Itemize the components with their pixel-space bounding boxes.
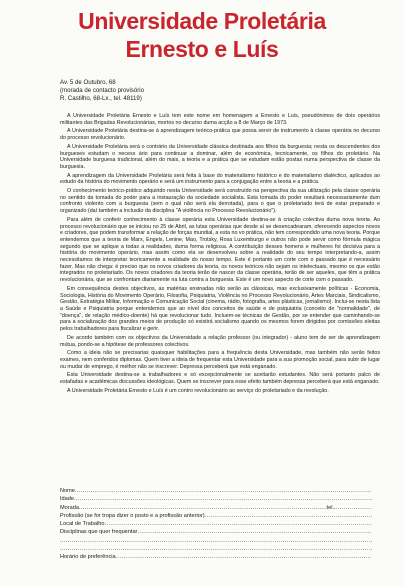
paragraph: A aprendizagem da Universidade Proletária será feita à base do materialismo histórico e do materialismo dialéctico, aplicados ao estudo da história do movimento operário e será um instrumento para a conjugação entre a teoria e a prática. [60,172,380,186]
idade-label: Idade [60,496,74,503]
tel-field[interactable] [334,504,372,512]
title-line-1: Universidade Proletária [78,8,326,34]
paragraph: A Universidade Proletária Ernesto e Luís tem este nome em homenagem a Ernesto e Luís, pseudónimos de dois operários militantes das Brigadas Revolucionárias, mortos no decurso duma acção a 8 de Março de 1973. [60,113,380,126]
registration-form [60,487,372,561]
manifesto-text [60,113,380,396]
nome-label: Nome [60,488,75,494]
paragraph: A Universidade Proletária Ernesto e Luís é um contro revolucionário ao serviço do proletariado e da revolução. [67,387,329,394]
nome-field[interactable] [75,487,372,495]
tel-label: tel. [326,504,334,511]
paragraph: De acordo também com os objectivos da Universidade a relação professor (ou integrador) - aluno tem de ser de aprendizagem mútua, pondo-se a hipótese de professores colectivos. [60,334,380,348]
disciplinas-label: Disciplinas que quer frequentar [60,529,138,536]
horario-field[interactable] [116,553,372,561]
form-row-local[interactable] [60,520,372,528]
form-row-morada[interactable] [60,504,372,512]
profissao-label: Profissão (se for tropa dizer o posto e a profissão anterior) [60,512,205,519]
morada-field[interactable] [79,504,327,512]
address-line-2: (morada de contacto provisório [60,87,145,95]
blank-line[interactable] [60,537,372,545]
contact-address [60,79,144,104]
form-row-idade[interactable] [60,495,372,503]
paragraph: Como a ideia não se precisarias quaisquer habilitações para a frequência desta Universidade, mas também não serão feitos exames, nem conferidos diplomas. Quem tiver a ideia de frequentar esta Universidade para a sua promoção social, para subir de lugar ou mudar de emprego, é melhor não se inscrever. Depressa perceberá que está enganado. [60,350,380,370]
form-row-disciplinas[interactable] [60,528,372,536]
form-row-blank-2[interactable] [60,545,372,553]
paragraph: O conhecimento teórico-prático adquirido nesta Universidade será construído na perspectiva da sua utilização pela classe operária no sentido da tomada do poder para a instauração da sociedade socialista. Esta tomada do poder resultará necessariamente dum confronto violento com a burguesia (sem o qual não será ela derrotada), para o que o proletariado terá de estar preparado e organizado (daí também a inclusão da disciplina "A violência no Processo Revolucionário"). [60,188,380,215]
address-line-3: R. Castilho, 68-Lx., tel. 48119) [60,95,142,103]
local-label: Local de Trabalho [60,521,105,527]
idade-field[interactable] [74,495,372,503]
profissao-field[interactable] [205,512,372,520]
paragraph: A Universidade Proletária destina-se à aprendizagem teórico-prática que possa servir de instrumento à classe operária no decurso do processo revolucionário. [60,128,380,142]
title-line-2: Ernesto e Luís [125,36,279,62]
horario-label: Horário de preferência [60,554,116,560]
address-line-1: Av. 5 de Outubro, 68 [60,79,116,86]
local-field[interactable] [104,520,372,528]
paragraph: Esta Universidade destina-se a trabalhadores e só excepcionalmente se aceitarão estudantes. Não será portanto palco de estafadas e académicas discussões ideológicas. Quem se inscrever para esse efeito também depressa perceberá que está enganado. [60,372,380,386]
paragraph: Para além de conferir conhecimento à classe operária esta Universidade destina-se à criação colectiva duma nova teoria. Ao processo revolucionário que se iniciou no 25 de Abril, as lutas operárias que desde aí se desencadearam, oferecendo aspectos novos e criadores, que podem transformar a relação de forças mundial, a esta no vo prática, não tem correspondido uma nova teoria. Porque entendemos que a teoria de Marx, Engels, Lenine, Mao, Trotsky, Rosa Luxemburgo e outros não pode servir como fórmula mágica segundo que se aplique a todas a realidades, duma forma religiosa. A contribuição desses homens e mulheres foi decisiva para a história do movimento operário, mas assim como ela se desenvolveu sobre a realidade do seu tempo interpretando-a, assim necessitamos de interpretar teoricamente a realidade do nosso tempo. Este é portanto um corte com o passado que é necessário fazer. Mas não chega: é preciso que os novos criadores da teoria, os novos teóricos não sejam os intelectuais, mesmo os que estão integrados no proletariado. Os novos criadores da teoria terão de nascer da classe operária, terão de ser aqueles, que têm a prática revolucionária, que se confrontam diariamente na luta contra a burguesia. Este é um novo aspecto de corte com o passado. [60,216,380,284]
blank-line[interactable] [60,545,372,553]
paragraph: A Universidade Proletária será o contrário da Universidade clássica destinada aos filhos da burguesia; nesta os descendentes dos burgueses estudam o necess ário para continuar a dominar, além de económica, tecnicamente, os filhos do proletário. Na Universidade burguesa tradicional, além do mais, a teoria e a prática que se estudam estão postas numa perspectiva de classe da burguesia. [60,143,380,170]
form-row-horario[interactable] [60,553,372,561]
disciplinas-field[interactable] [137,528,372,536]
form-row-nome[interactable] [60,487,372,495]
form-row-profissao[interactable] [60,512,372,520]
form-row-blank-1[interactable] [60,537,372,545]
morada-label: Morada [60,504,79,511]
paragraph: Em consequência destes objectivos, as matérias ensinadas não serão as clássicas, mas exclusivamente políticas - Economia, Sociologia, História do Movimento Operário, Filosofia, Psiquiatria, Violência no Processo Revolucionário, Artes Marciais, Sindicalismo, Gestão, Estratégia Militar, Informação e Comunicação Social (cinema, rádio, fotografia, artes plásticas, jornalismo). Inclui-se nesta lista a Saúde e Psiquiatria porque entendemos que ao nível dos conceitos de saúde e de psiquiatria (conceito de "normalidade", de "doença", de relação médico-doente) há que revolucionar tudo. Incluem-se técnicas de Gestão, por se entender que caminhando-se para a socialização dos grandes meios de produção só existirá socialismo quando os mesmos forem dirigidos por comissões eleitas pelos trabalhadores para fiscalizar e gerir. [60,285,380,333]
